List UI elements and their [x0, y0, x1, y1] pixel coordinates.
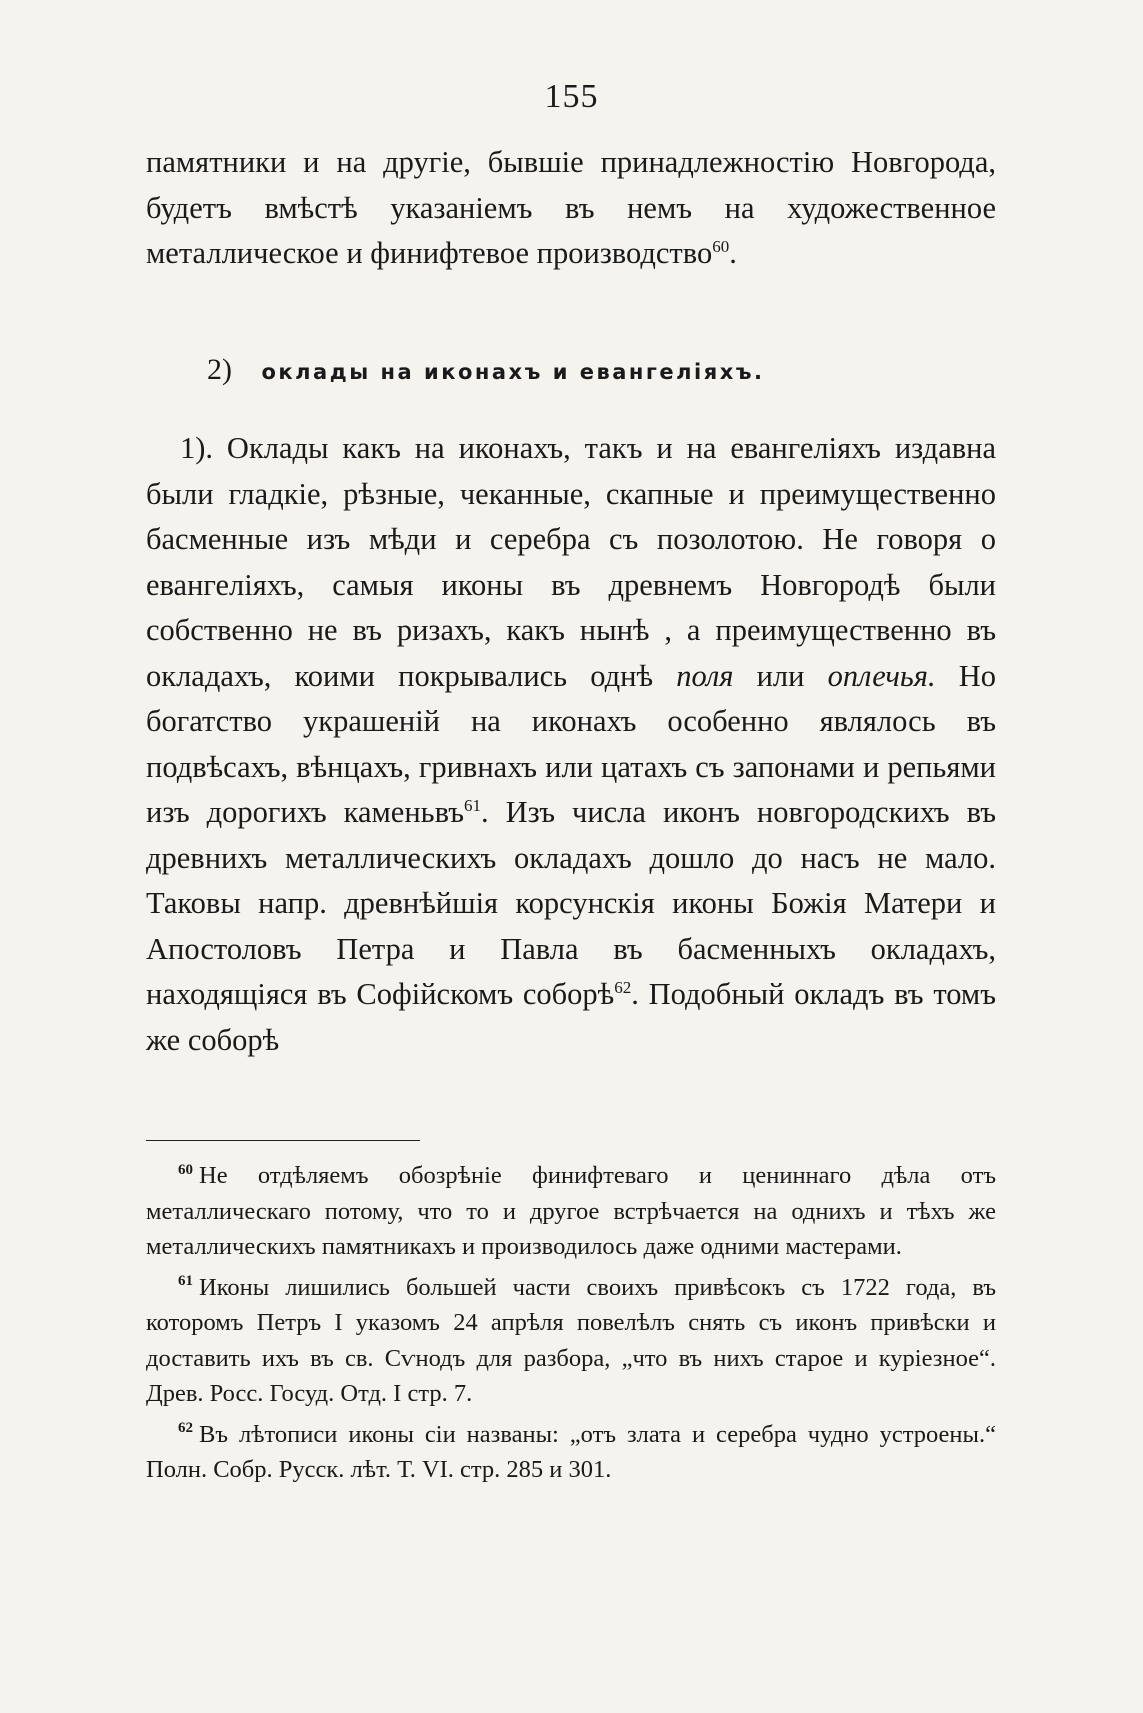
section-heading — [146, 350, 996, 392]
main-text-1: 1). Оклады какъ на иконахъ, такъ и на евангеліяхъ издавна были гладкіе, рѣзные, чеканные, скапные и преимущественно басменные изъ мѣди и серебра съ позолотою. Не говоря о евангеліяхъ, самыя иконы въ древнемъ Новгородѣ были собственно не въ ризахъ, какъ нынѣ , а преимущественно въ окладахъ, коими покрывались однѣ — [146, 431, 996, 693]
section-number: 2) — [207, 353, 232, 386]
main-italic-2: оплечья. — [827, 658, 936, 693]
footnote-divider — [146, 1140, 420, 1141]
footnote-mark: 62 — [178, 1420, 193, 1437]
main-italic-1: поля — [676, 658, 734, 693]
footnote-mark: 60 — [178, 1161, 193, 1178]
main-paragraph — [146, 426, 996, 1063]
footnote-60 — [146, 1158, 996, 1265]
note-ref-61: 61 — [464, 795, 481, 815]
footnote-mark: 61 — [178, 1273, 193, 1290]
footnote-text: Иконы лишились большей части своихъ привѣсокъ съ 1722 года, въ которомъ Петръ I указомъ 24 апрѣля повелѣлъ снять съ иконъ привѣски и доставить ихъ въ св. Сѵнодъ для разбора, „что въ нихъ старое и куріезное“. Древ. Росс. Госуд. Отд. I стр. 7. — [146, 1273, 996, 1407]
main-text-5: . Подобный окладъ въ томъ же соборѣ — [146, 977, 996, 1057]
footnote-text: Не отдѣляемъ обозрѣніе финифтеваго и цениннаго дѣла отъ металлическаго потому, что то и другое встрѣчается на однихъ и тѣхъ же металлическихъ памятникахъ и производилось даже одними мастерами. — [146, 1162, 996, 1260]
note-ref-60: 60 — [712, 236, 730, 256]
footnotes — [146, 1158, 996, 1493]
page-number: 155 — [544, 78, 599, 115]
intro-text: памятники и на другіе, бывшіе принадлежностію Новгорода, будетъ вмѣстѣ указаніемъ въ немъ на художественное металлическое и финифтевое производство — [146, 145, 996, 270]
note-ref-62: 62 — [614, 977, 632, 997]
section-title: оклады на иконахъ и евангеліяхъ. — [261, 360, 765, 384]
main-text-4: . Изъ числа иконъ новгородскихъ въ древнихъ металлическихъ окладахъ дошло до насъ не мало. Таковы напр. древнѣйшія корсунскія иконы Божія Матери и Апостоловъ Петра и Павла въ басменныхъ окладахъ, находящіяся въ Софійскомъ соборѣ — [146, 795, 996, 1011]
footnote-62 — [146, 1417, 996, 1488]
main-text-3: Но богатство украшеній на иконахъ особенно являлось въ подвѣсахъ, вѣнцахъ, гривнахъ или цатахъ съ запонами и репьями изъ дорогихъ каменьвъ — [146, 658, 997, 829]
footnote-61 — [146, 1270, 996, 1412]
footnote-text: Въ лѣтописи иконы сіи названы: „отъ злата и серебра чудно устроены.“ Полн. Собр. Русск. лѣт. Т. VI. стр. 285 и 301. — [146, 1420, 996, 1483]
main-text-2: или — [756, 658, 805, 693]
intro-paragraph: памятники и на другіе, бывшіе принадлежностію Новгорода, будетъ вмѣстѣ указаніемъ въ немъ на художественное металлическое и финифтевое производство$^{60}$. — [146, 145, 996, 270]
